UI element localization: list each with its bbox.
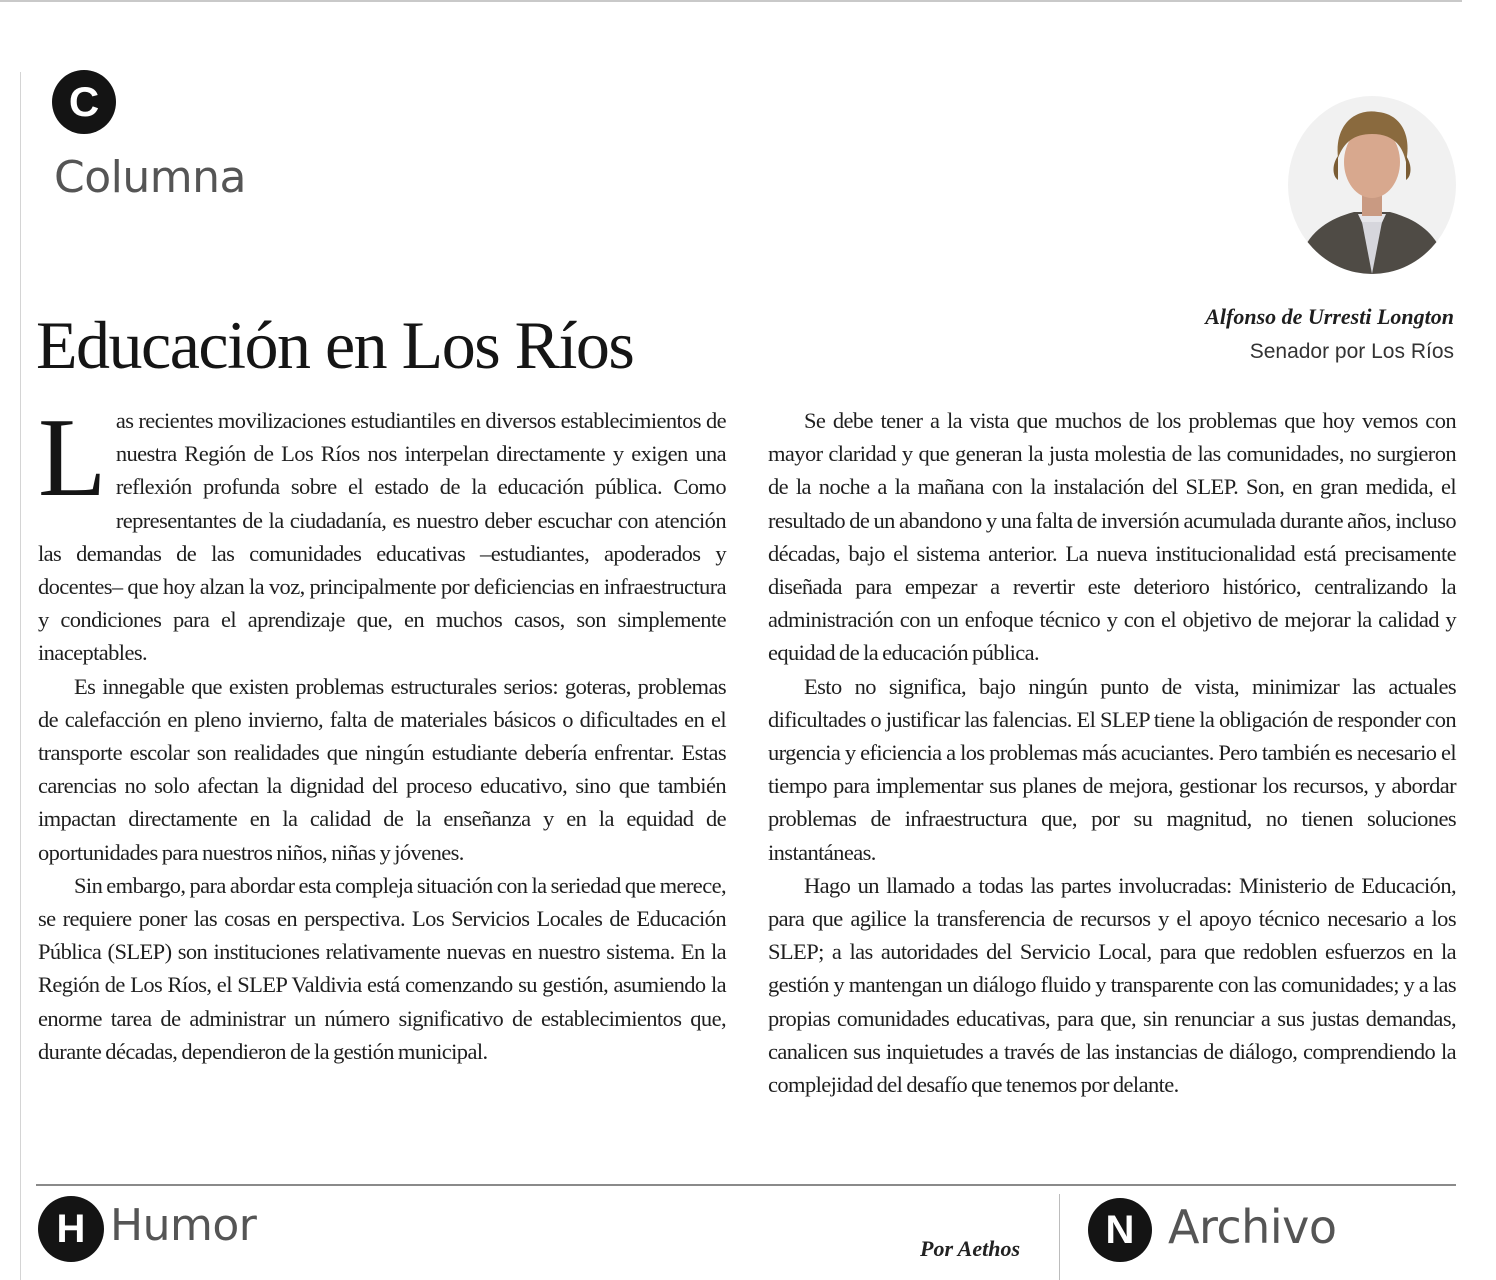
archivo-badge-letter: N [1105, 1207, 1135, 1252]
article-paragraph: Esto no significa, bajo ningún punto de vista, minimizar las actuales dificultades o justificar las falencias. El SLEP tiene la obligación de responder con urgencia y eficiencia a los problemas más acuciantes. Pero también es necesario el tiempo para implementar sus planes de mejora, gestionar los recursos, y abordar problemas de infraestructura que, por su magnitud, no tienen soluciones instantáneas. [768, 673, 1456, 865]
section-divider-rule [36, 1184, 1456, 1186]
article-headline: Educación en Los Ríos [36, 307, 634, 383]
section-label-columna: Columna [54, 152, 246, 203]
author-photo [1288, 96, 1456, 274]
top-rule [0, 0, 1462, 2]
author-name: Alfonso de Urresti Longton [1205, 304, 1454, 329]
left-margin-rule [20, 72, 21, 1280]
article-paragraph: Sin embargo, para abordar esta compleja situación con la seriedad que merece, se requiere poner las cosas en perspectiva. Los Servicios Locales de Educación Pública (SLEP) son instituciones relativamente nuevas en nuestro sistema. En la Región de Los Ríos, el SLEP Valdivia está comenzando su gestión, asumiendo la enorme tarea de administrar un número significativo de establecimientos que, durante décadas, dependieron de la gestión municipal. [38, 872, 726, 1064]
drop-cap: L [38, 396, 106, 520]
article-column-right [768, 404, 1456, 1101]
article-paragraph [38, 396, 726, 670]
vertical-divider [1059, 1194, 1060, 1280]
humor-byline: Por Aethos [920, 1236, 1021, 1261]
column-badge-letter: C [68, 78, 100, 125]
humor-badge-letter: H [56, 1206, 86, 1251]
author-portrait-image [1288, 96, 1456, 274]
section-label-humor: Humor [110, 1200, 257, 1251]
paragraph-text: as recientes movilizaciones estudiantiles en diversos establecimientos de nuestra Región de Los Ríos nos interpelan directamente y exigen una reflexión profunda sobre el estado de la educación pública. Como representantes de la ciudadanía, es nuestro deber escuchar con atención las demandas de las comunidades educativas –estudiantes, apoderados y docentes– que hoy alzan la voz, principalmente por deficiencias en infraestructura y condiciones para el aprendizaje que, en muchos casos, son simplemente inaceptables. [38, 408, 726, 666]
column-badge [52, 70, 116, 134]
article-column-left [38, 396, 726, 1068]
article-paragraph: Se debe tener a la vista que muchos de los problemas que hoy vemos con mayor claridad y que generan la justa molestia de las comunidades, no surgieron de la noche a la mañana con la instalación del SLEP. Son, en gran medida, el resultado de un abandono y una falta de inversión acumulada durante años, incluso décadas, bajo el sistema anterior. La nueva institucionalidad está precisamente diseñada para empezar a revertir este deterioro histórico, centralizando la administración con un enfoque técnico y con el objetivo de mejorar la calidad y equidad de la educación pública. [768, 408, 1456, 666]
article-paragraph: Hago un llamado a todas las partes involucradas: Ministerio de Educación, para que agilice la transferencia de recursos y el apoyo técnico necesario a los SLEP; a las autoridades del Servicio Local, para que redoblen esfuerzos en la gestión y mantengan un diálogo fluido y transparente con las comunidades; y a las propias comunidades educativas, para que, sin renunciar a sus justas demandas, canalicen sus inquietudes a través de las instancias de diálogo, comprendiendo la complejidad del desafío que tenemos por delante. [768, 872, 1456, 1098]
archivo-badge [1088, 1198, 1152, 1262]
humor-badge [38, 1196, 104, 1262]
article-paragraph: Es innegable que existen problemas estructurales serios: goteras, problemas de calefacción en pleno invierno, falta de materiales básicos o dificultades en el transporte escolar son realidades que ningún estudiante debería enfrentar. Estas carencias no solo afectan la dignidad del proceso educativo, sino que también impactan directamente en la calidad de la enseñanza y en la equidad de oportunidades para nuestros niños, niñas y jóvenes. [38, 673, 726, 865]
section-label-archivo: Archivo [1168, 1200, 1337, 1254]
author-role: Senador por Los Ríos [1249, 340, 1454, 363]
